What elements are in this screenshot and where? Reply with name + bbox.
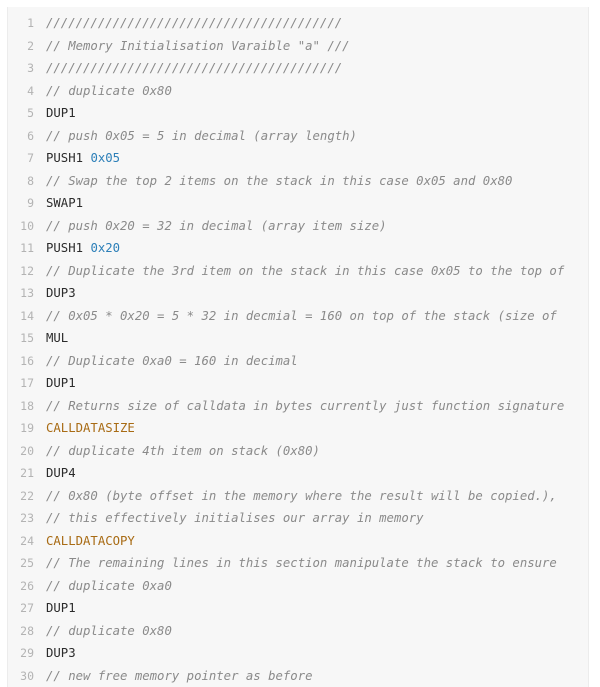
hex-literal: 0x05 <box>90 151 120 165</box>
line-number: 30 <box>8 665 34 687</box>
code-line <box>8 237 588 260</box>
code-line <box>8 462 588 485</box>
opcode: DUP1 <box>46 601 76 615</box>
code-line <box>8 215 588 238</box>
code-line <box>8 80 588 103</box>
line-number: 10 <box>8 215 34 238</box>
code-line <box>8 327 588 350</box>
code-comment: // 0x80 (byte offset in the memory where the result will be copied.), <box>46 489 557 503</box>
code-line <box>8 305 588 328</box>
opcode: DUP3 <box>46 646 76 660</box>
code-comment: // Returns size of calldata in bytes currently just function signature <box>46 399 564 413</box>
code-lines <box>8 12 588 687</box>
line-number: 13 <box>8 282 34 305</box>
line-code <box>46 12 342 35</box>
line-number: 23 <box>8 507 34 530</box>
line-number: 17 <box>8 372 34 395</box>
line-code <box>46 147 120 170</box>
code-line <box>8 665 588 687</box>
code-comment: // Memory Initialisation Varaible "a" /// <box>46 39 350 53</box>
opcode: DUP4 <box>46 466 76 480</box>
line-number: 28 <box>8 620 34 643</box>
opcode: PUSH1 <box>46 241 83 255</box>
line-code <box>46 80 172 103</box>
line-code <box>46 237 120 260</box>
code-comment: // this effectively initialises our array in memory <box>46 511 424 525</box>
line-number: 9 <box>8 192 34 215</box>
line-code <box>46 102 76 125</box>
code-line <box>8 485 588 508</box>
line-number: 7 <box>8 147 34 170</box>
line-code <box>46 507 424 530</box>
line-code <box>46 552 557 575</box>
opcode: PUSH1 <box>46 151 83 165</box>
line-number: 4 <box>8 80 34 103</box>
code-line <box>8 170 588 193</box>
line-code <box>46 642 76 665</box>
line-number: 12 <box>8 260 34 283</box>
code-line <box>8 530 588 553</box>
line-code <box>46 350 298 373</box>
code-comment: // 0x05 * 0x20 = 5 * 32 in decmial = 160 on top of the stack (size of <box>46 309 557 323</box>
code-comment: // push 0x20 = 32 in decimal (array item size) <box>46 219 387 233</box>
line-code <box>46 192 83 215</box>
code-comment: // The remaining lines in this section manipulate the stack to ensure <box>46 556 557 570</box>
code-line <box>8 507 588 530</box>
opcode: MUL <box>46 331 68 345</box>
code-line <box>8 125 588 148</box>
line-code <box>46 305 557 328</box>
opcode: SWAP1 <box>46 196 83 210</box>
code-line <box>8 147 588 170</box>
line-code <box>46 665 313 687</box>
line-number: 25 <box>8 552 34 575</box>
line-code <box>46 462 76 485</box>
line-number: 8 <box>8 170 34 193</box>
line-code <box>46 260 564 283</box>
code-line <box>8 552 588 575</box>
line-number: 29 <box>8 642 34 665</box>
line-code <box>46 597 76 620</box>
hex-literal: 0x20 <box>90 241 120 255</box>
opcode: DUP3 <box>46 286 76 300</box>
line-code <box>46 417 135 440</box>
line-number: 18 <box>8 395 34 418</box>
line-code <box>46 215 387 238</box>
code-line <box>8 282 588 305</box>
line-code <box>46 485 557 508</box>
code-line <box>8 395 588 418</box>
code-comment: // duplicate 0x80 <box>46 84 172 98</box>
code-comment: //////////////////////////////////////// <box>46 61 342 75</box>
code-line <box>8 12 588 35</box>
code-line <box>8 417 588 440</box>
line-number: 26 <box>8 575 34 598</box>
code-line <box>8 620 588 643</box>
code-line <box>8 35 588 58</box>
code-line <box>8 597 588 620</box>
code-line <box>8 642 588 665</box>
opcode: DUP1 <box>46 106 76 120</box>
line-number: 24 <box>8 530 34 553</box>
code-comment: // duplicate 0xa0 <box>46 579 172 593</box>
code-comment: //////////////////////////////////////// <box>46 16 342 30</box>
code-line <box>8 372 588 395</box>
line-code <box>46 170 512 193</box>
line-number: 27 <box>8 597 34 620</box>
line-number: 16 <box>8 350 34 373</box>
code-comment: // Duplicate 0xa0 = 160 in decimal <box>46 354 298 368</box>
line-number: 1 <box>8 12 34 35</box>
line-code <box>46 530 135 553</box>
line-number: 22 <box>8 485 34 508</box>
line-number: 15 <box>8 327 34 350</box>
code-line <box>8 350 588 373</box>
code-block <box>7 7 589 687</box>
code-comment: // duplicate 4th item on stack (0x80) <box>46 444 320 458</box>
line-number: 20 <box>8 440 34 463</box>
code-line <box>8 192 588 215</box>
line-number: 5 <box>8 102 34 125</box>
code-comment: // push 0x05 = 5 in decimal (array length) <box>46 129 357 143</box>
opcode: DUP1 <box>46 376 76 390</box>
code-line <box>8 57 588 80</box>
line-number: 14 <box>8 305 34 328</box>
line-number: 11 <box>8 237 34 260</box>
code-comment: // duplicate 0x80 <box>46 624 172 638</box>
code-comment: // Duplicate the 3rd item on the stack in this case 0x05 to the top of <box>46 264 564 278</box>
line-code <box>46 440 320 463</box>
line-number: 21 <box>8 462 34 485</box>
line-number: 2 <box>8 35 34 58</box>
line-code <box>46 575 172 598</box>
line-code <box>46 395 564 418</box>
line-code <box>46 327 68 350</box>
code-line <box>8 102 588 125</box>
line-number: 6 <box>8 125 34 148</box>
code-line <box>8 575 588 598</box>
code-comment: // Swap the top 2 items on the stack in this case 0x05 and 0x80 <box>46 174 512 188</box>
code-line <box>8 440 588 463</box>
line-number: 19 <box>8 417 34 440</box>
line-number: 3 <box>8 57 34 80</box>
line-code <box>46 125 357 148</box>
environment-opcode: CALLDATACOPY <box>46 534 135 548</box>
line-code <box>46 282 76 305</box>
line-code <box>46 620 172 643</box>
line-code <box>46 57 342 80</box>
code-comment: // new free memory pointer as before <box>46 669 313 683</box>
line-code <box>46 35 350 58</box>
environment-opcode: CALLDATASIZE <box>46 421 135 435</box>
code-line <box>8 260 588 283</box>
line-code <box>46 372 76 395</box>
